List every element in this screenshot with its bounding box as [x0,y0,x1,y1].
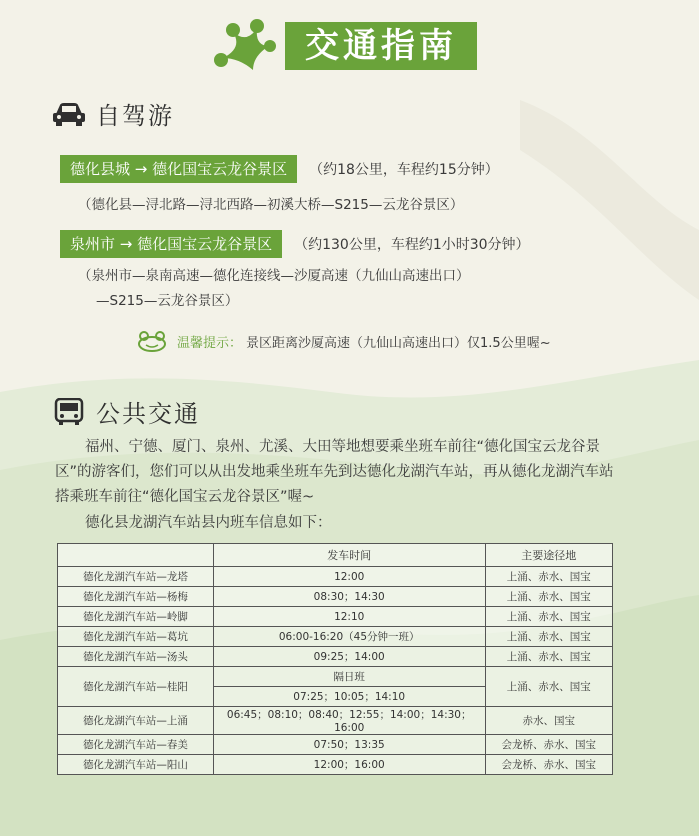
row-times: 06:45；08:10；08:40；12:55；14:00；14:30；16:00 [213,707,485,735]
row-route: 德化龙湖汽车站—龙塔 [58,567,214,587]
row-times: 07:25；10:05；14:10 [213,687,485,707]
route-2-path-line-1: （泉州市—泉南高速—德化连接线—沙厦高速（九仙山高速出口） [78,268,470,284]
table-row [58,755,613,775]
route-1 [60,155,499,183]
row-times: 12:00；16:00 [213,755,485,775]
table-row [58,647,613,667]
row-route: 德化龙湖汽车站—上涌 [58,707,214,735]
frog-icon [135,330,169,352]
row-via: 上涌、赤水、国宝 [485,647,613,667]
public-transport-heading [52,394,200,429]
row-via: 上涌、赤水、国宝 [485,627,613,647]
row-via: 上涌、赤水、国宝 [485,567,613,587]
table-header-row [58,544,613,567]
self-drive-heading-text: 自驾游 [96,102,174,130]
row-times: 09:25；14:00 [213,647,485,667]
row-times: 06:00-16:20（45分钟一班） [213,627,485,647]
route-1-path: （德化县—浔北路—浔北西路—初溪大桥—S215—云龙谷景区） [78,197,464,213]
page-title-block [213,18,477,74]
row-via: 上涌、赤水、国宝 [485,667,613,707]
row-times-note: 隔日班 [213,667,485,687]
row-via: 会龙桥、赤水、国宝 [485,755,613,775]
tip-label: 温馨提示： [177,335,243,351]
row-via: 上涌、赤水、国宝 [485,587,613,607]
tip-text: 景区距离沙厦高速（九仙山高速出口）仅1.5公里喔~ [246,335,551,351]
page-title: 交通指南 [285,22,477,70]
row-via: 赤水、国宝 [485,707,613,735]
table-row [58,567,613,587]
row-times: 08:30；14:30 [213,587,485,607]
route-1-tag: 德化县城 → 德化国宝云龙谷景区 [60,155,297,183]
route-1-note: （约18公里，车程约15分钟） [309,162,499,178]
table-header-route [58,544,214,567]
bus-icon [52,398,86,426]
frog-foot-icon [213,18,277,74]
table-row [58,607,613,627]
row-route: 德化龙湖汽车站—岭脚 [58,607,214,627]
row-route: 德化龙湖汽车站—桂阳 [58,667,214,707]
route-2 [60,230,530,258]
row-times: 07:50；13:35 [213,735,485,755]
public-transport-heading-text: 公共交通 [96,400,200,428]
table-row [58,627,613,647]
table-row [58,667,613,687]
row-route: 德化龙湖汽车站—杨梅 [58,587,214,607]
row-route: 德化龙湖汽车站—阳山 [58,755,214,775]
row-route: 德化龙湖汽车站—葛坑 [58,627,214,647]
public-transport-paragraph: 福州、宁德、厦门、泉州、尤溪、大田等地想要乘坐班车前往“德化国宝云龙谷景区”的游客们，您们可以从出发地乘坐班车先到达德化龙湖汽车站，再从德化龙湖汽车站搭乘班车前往“德化国宝云龙谷景区”喔~ [55,439,614,505]
schedule-intro: 德化县龙湖汽车站县内班车信息如下： [85,515,332,531]
route-2-path-line-2: —S215—云龙谷景区） [96,293,239,309]
bus-schedule-table [57,543,613,775]
table-header-times: 发车时间 [213,544,485,567]
row-via: 上涌、赤水、国宝 [485,607,613,627]
travel-tip [135,330,551,352]
row-route: 德化龙湖汽车站—汤头 [58,647,214,667]
row-times: 12:00 [213,567,485,587]
row-route: 德化龙湖汽车站—春美 [58,735,214,755]
route-2-tag: 泉州市 → 德化国宝云龙谷景区 [60,230,282,258]
route-2-note: （约130公里，车程约1小时30分钟） [294,237,530,253]
row-times: 12:10 [213,607,485,627]
car-icon [52,100,86,128]
table-row [58,735,613,755]
row-via: 会龙桥、赤水、国宝 [485,735,613,755]
table-header-via: 主要途径地 [485,544,613,567]
self-drive-heading [52,96,174,131]
table-row [58,587,613,607]
table-row [58,707,613,735]
